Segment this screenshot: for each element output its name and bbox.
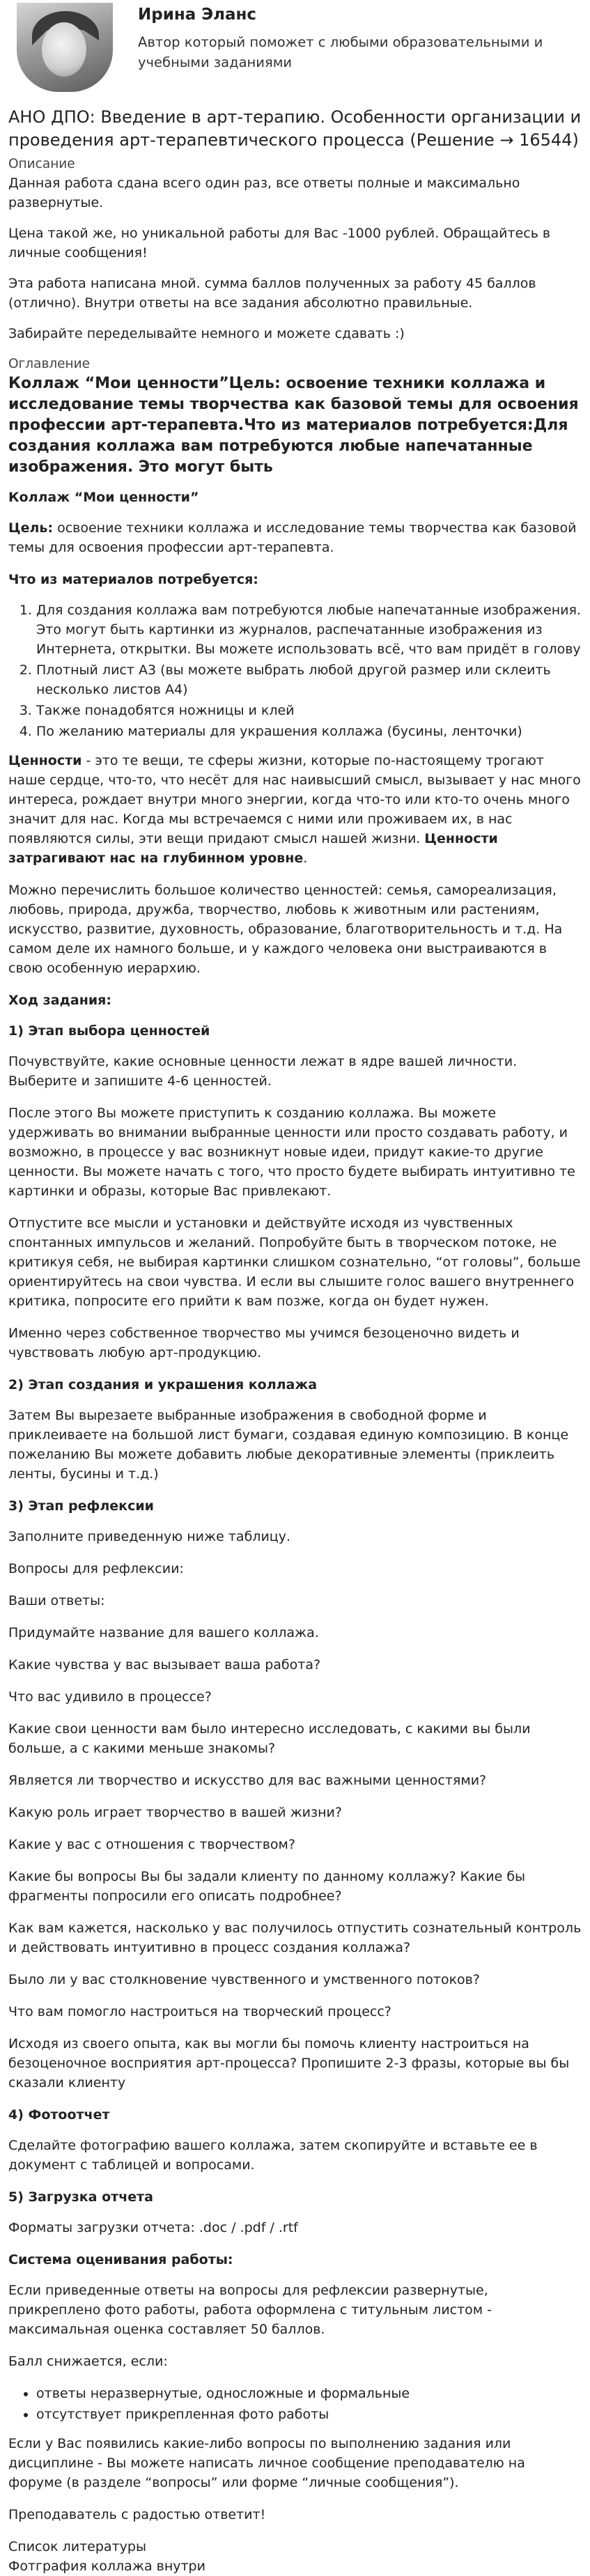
- stage4-heading: 4) Фотоотчет: [8, 2107, 110, 2123]
- author-card: [8, 0, 582, 95]
- reflection-question: Какие у вас с отношения с творчеством?: [8, 1837, 295, 1852]
- reflection-question: Исходя из своего опыта, как вы могли бы помочь клиенту настроиться на безоценочное восприятия арт-процесса? Пропишите 2-3 фразы, которые вы бы сказали клиенту: [8, 2036, 570, 2090]
- stage3-paragraph: Ваши ответы:: [8, 1593, 105, 1608]
- goal-paragraph: [8, 518, 582, 557]
- values-list-paragraph: Можно перечислить большое количество ценностей: семья, самореализация, любовь, природа, дружба, творчество, любовь к животным или растениям, искусство, развитие, духовность, образование, благотворительность и т.д. На самом деле их намного больше, и у каждого человека они выстраиваются в свою особенную иерархию.: [8, 883, 563, 976]
- stage1-paragraph: Почувствуйте, какие основные ценности лежат в ядре вашей личности. Выберите и запишите 4-6 ценностей.: [8, 1054, 518, 1089]
- task-heading: Ход задания:: [8, 993, 111, 1008]
- stage1-heading: 1) Этап выбора ценностей: [8, 1023, 210, 1039]
- grading-paragraph: Если приведенные ответы на вопросы для рефлексии развернутые, прикреплено фото работы, работа оформлена с титульным листом - максимальная оценка составляет 50 баллов.: [8, 2283, 492, 2337]
- reflection-question: Было ли у вас столкновение чувственного и умственного потоков?: [8, 1972, 480, 1987]
- stage3-heading: 3) Этап рефлексии: [8, 1498, 154, 1514]
- values-text: - это те вещи, те сферы жизни, которые по-настоящему трогают наше сердце, что-то, что несёт для нас наивысший смысл, вызывает у нас много интереса, рождает внутри много энергии, когда что-то или кто-то очень много значит для нас. Когда мы встречаемся с ними или проживаем их, в нас появляются силы, эти вещи придают смысл нашей жизни.: [8, 753, 581, 846]
- toc-title: Коллаж “Мои ценности”Цель: освоение техники коллажа и исследование темы творчества как базовой темы для освоения профессии арт-терапевта.Что из материалов потребуется:Для создания коллажа вам потребуются любые напечатанные изображения. Это могут быть: [8, 375, 579, 476]
- stage1-paragraph: После этого Вы можете приступить к созданию коллажа. Вы можете удерживать во внимании выбранные ценности или просто создавать работу, и возможно, в процессе у вас возникнут новые идеи, придут какие-то другие ценности. Вы можете начать с того, что просто будете выбирать интуитивно те картинки и образы, которые Вас привлекают.: [8, 1105, 575, 1199]
- closing-paragraph: Преподаватель с радостью ответит!: [8, 2507, 266, 2522]
- description-paragraph: Цена такой же, но уникальной работы для Вас -1000 рублей. Обращайтесь в личные сообщения!: [8, 226, 551, 261]
- toc-section: [8, 355, 582, 478]
- description-section: [8, 155, 582, 343]
- stage5-heading: 5) Загрузка отчета: [8, 2189, 153, 2205]
- avatar-face: [42, 22, 86, 77]
- reflection-question: Какие бы вопросы Вы бы задали клиенту по данному коллажу? Какие бы фрагменты попросили его описать подробнее?: [8, 1869, 526, 1904]
- page-title: АНО ДПО: Введение в арт-терапию. Особенности организации и проведения арт-терапевтического процесса (Решение → 16544): [8, 107, 582, 150]
- reflection-question: Придумайте название для вашего коллажа.: [8, 1625, 319, 1640]
- materials-list-item: 3. Также понадобятся ножницы и клей: [36, 701, 582, 720]
- stage1-paragraph: Именно через собственное творчество мы учимся безоценочно видеть и чувствовать любую арт-продукцию.: [8, 1326, 520, 1360]
- goal-text: освоение техники коллажа и исследование темы творчества как базовой темы для освоения профессии арт-терапевта.: [8, 520, 577, 555]
- values-bold-term: Ценности: [8, 753, 82, 768]
- grading-paragraph: Балл снижается, если:: [8, 2354, 168, 2369]
- description-paragraph: Эта работа написана мной. сумма баллов полученных за работу 45 баллов (отлично). Внутри ответы на все задания абсолютно правильные.: [8, 276, 536, 311]
- grading-list-item: • отсутствует прикрепленная фото работы: [36, 2405, 582, 2424]
- reflection-question: Какие свои ценности вам было интересно исследовать, с какими вы были больше, а с какими меньше знакомы?: [8, 1721, 531, 1756]
- toc-label: Оглавление: [8, 357, 91, 371]
- closing-paragraph: Если у Вас появились какие-либо вопросы по выполнению задания или дисциплине - Вы можете написать личное сообщение преподавателю на форуме (в разделе “вопросы” или форме “личные сообщения”).: [8, 2436, 525, 2490]
- collage-photo-line: Фотграфия коллажа внутри: [8, 2559, 205, 2574]
- collage-heading: Коллаж “Мои ценности”: [8, 490, 199, 505]
- materials-list-item: 4. По желанию материалы для украшения коллажа (бусины, ленточки): [36, 722, 582, 741]
- materials-list: [8, 600, 582, 741]
- description-label: Описание: [8, 157, 75, 171]
- reflection-question: Какую роль играет творчество в вашей жизни?: [8, 1805, 342, 1820]
- grading-heading: Система оценивания работы:: [8, 2252, 233, 2267]
- description-paragraph: Данная работа сдана всего один раз, все ответы полные и максимально развернутые.: [8, 176, 520, 210]
- materials-heading: Что из материалов потребуется:: [8, 572, 258, 587]
- goal-label: Цель:: [8, 520, 54, 536]
- values-bold-statement: Ценности затрагивают нас на глубинном уровне: [8, 831, 498, 866]
- reflection-question: Какие чувства у вас вызывает ваша работа?: [8, 1657, 321, 1673]
- materials-list-item: 2. Плотный лист А3 (вы можете выбрать любой другой размер или склеить несколько листов А4): [36, 660, 582, 699]
- bibliography-line: Список литературы: [8, 2539, 146, 2554]
- author-description: Автор который поможет с любыми образовательными и учебными заданиями: [138, 34, 543, 70]
- materials-list-item: 1. Для создания коллажа вам потребуются любые напечатанные изображения. Это могут быть картинки из журналов, распечатанные изображения из Интернета, открытки. Вы можете использовать всё, что вам придёт в голову: [36, 600, 582, 659]
- reflection-question: Что вам помогло настроиться на творческий процесс?: [8, 2004, 391, 2019]
- grading-list-item: • ответы неразвернутые, односложные и формальные: [36, 2384, 582, 2403]
- reflection-question: Что вас удивило в процессе?: [8, 1689, 212, 1705]
- stage2-heading: 2) Этап создания и украшения коллажа: [8, 1377, 318, 1392]
- avatar[interactable]: [17, 3, 113, 92]
- description-paragraph: Забирайте переделывайте немного и можете сдавать :): [8, 326, 405, 341]
- values-paragraph: [8, 751, 582, 868]
- stage5-paragraph: Форматы загрузки отчета: .doc / .pdf / .rtf: [8, 2220, 298, 2235]
- stage2-paragraph: Затем Вы вырезаете выбранные изображения в свободной форме и приклеиваете на большой лист бумаги, создавая единую композицию. В конце пожеланию Вы можете добавить любые декоративные элементы (приклеить ленты, бусины и т.д.): [8, 1408, 569, 1482]
- values-end: .: [303, 851, 308, 866]
- stage3-paragraph: Заполните приведенную ниже таблицу.: [8, 1529, 291, 1544]
- author-name[interactable]: Ирина Эланс: [138, 6, 257, 24]
- reflection-question: Является ли творчество и искусство для вас важными ценностями?: [8, 1773, 487, 1788]
- stage1-paragraph: Отпустите все мысли и установки и действуйте исходя из чувственных спонтанных импульсов и желаний. Попробуйте быть в творческом потоке, не критикуя себя, не выбирая картинки слишком сознательно, “от головы”, больше ориентируйтесь на свои чувства. И если вы слышите голос вашего внутреннего критика, попросите его прийти к вам позже, когда он будет нужен.: [8, 1216, 581, 1309]
- stage4-paragraph: Сделайте фотографию вашего коллажа, затем скопируйте и вставьте ее в документ с таблицей и вопросами.: [8, 2138, 538, 2173]
- reflection-question: Как вам кажется, насколько у вас получилось отпустить сознательный контроль и действовать интуитивно в процесс создания коллажа?: [8, 1921, 582, 1955]
- grading-list: [8, 2384, 582, 2424]
- stage3-paragraph: Вопросы для рефлексии:: [8, 1561, 184, 1576]
- content-section: [8, 488, 582, 2576]
